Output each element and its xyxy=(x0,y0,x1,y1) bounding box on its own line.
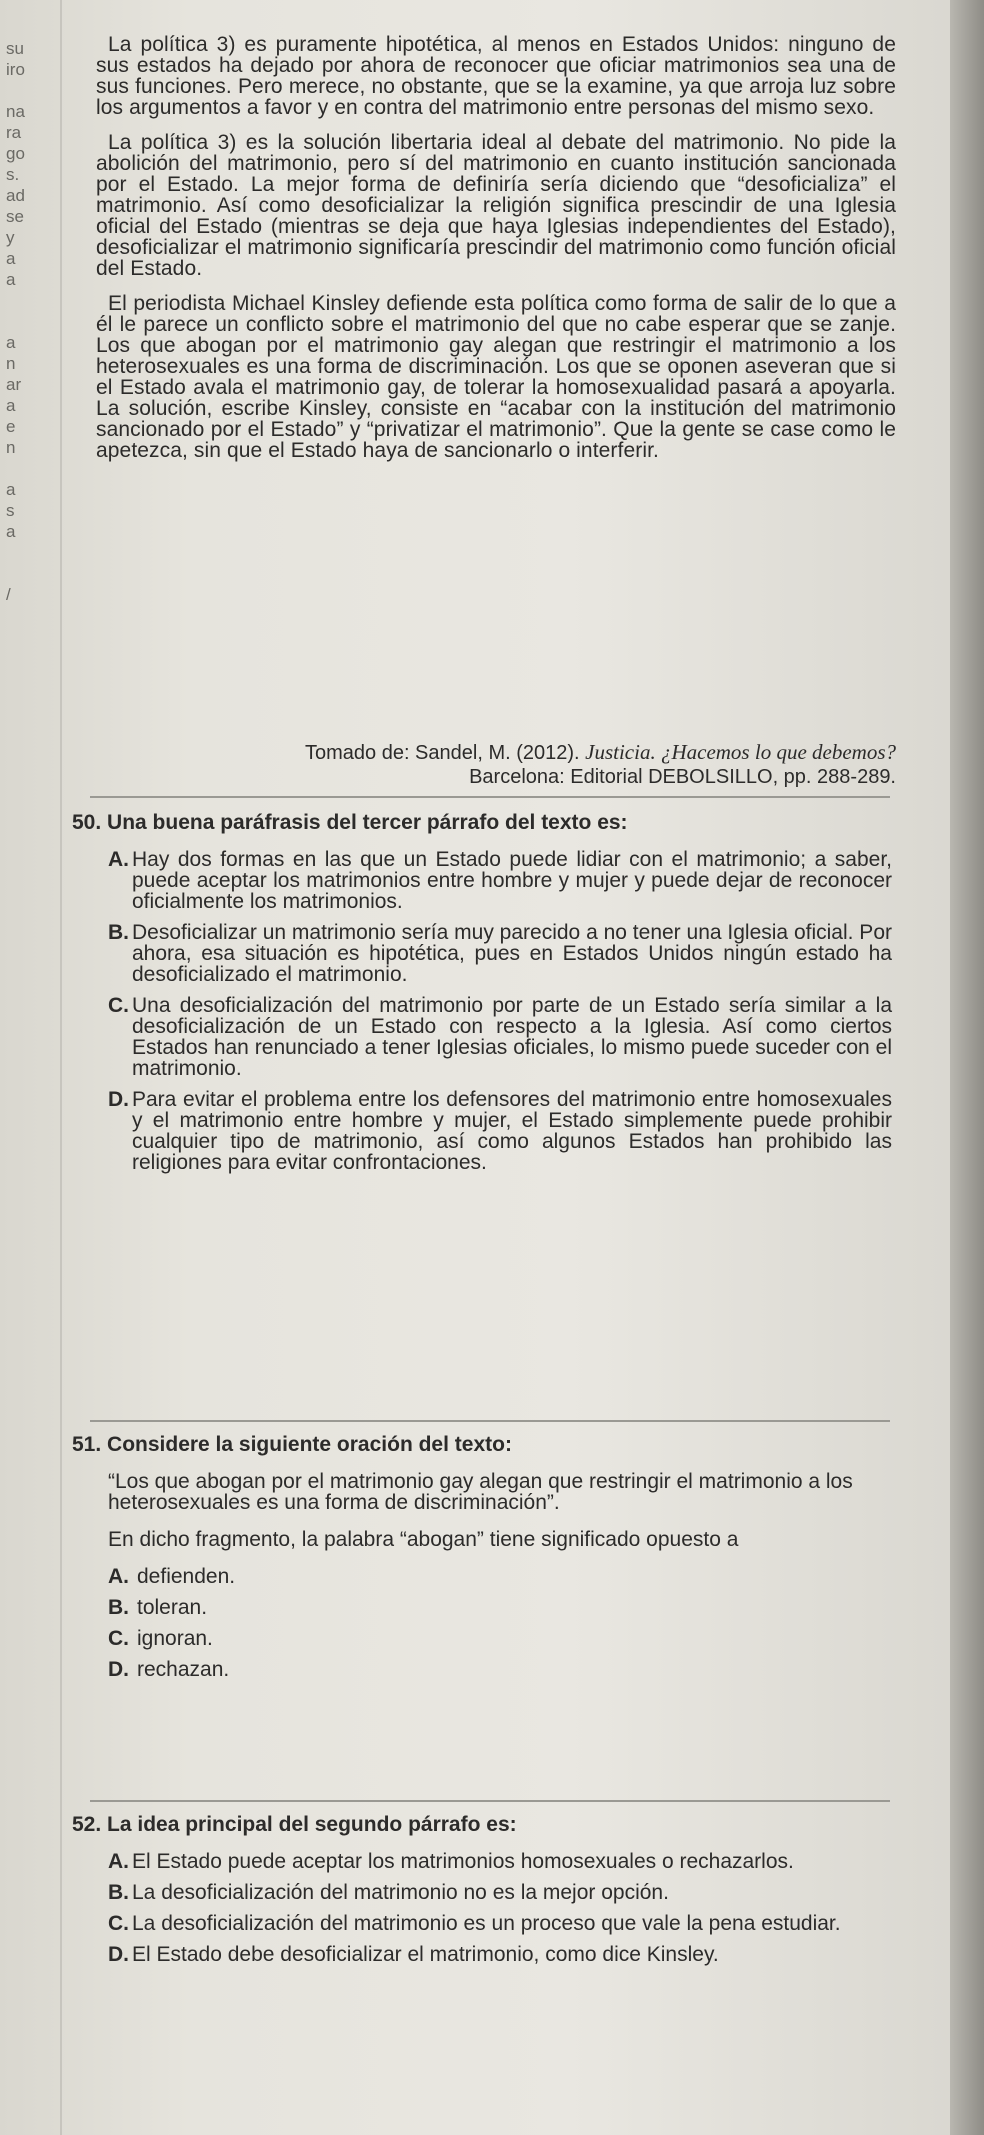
source-citation xyxy=(96,740,896,789)
passage-paragraph-2: La política 3) es la solución libertaria ideal al debate del matrimonio. No pide la abolición del matrimonio, pero sí del matrimonio en cuanto institución sancionada por el Estado. La mejor forma de definiría sería diciendo que “desoficializa” el matrimonio. Así como desoficializar la religión significa prescindir de una Iglesia oficial del Estado (mientras se deja que haya Iglesias independientes del Estado), desoficializar el matrimonio significaría prescindir del matrimonio como función oficial del Estado. xyxy=(96,131,896,280)
option-letter: D. xyxy=(108,1658,129,1681)
margin-fragment: ra xyxy=(6,123,22,142)
margin-fragment: a xyxy=(6,396,16,415)
gutter-line xyxy=(60,0,62,2135)
margin-fragment xyxy=(6,290,56,311)
margin-fragment: a xyxy=(6,522,16,541)
option-text: Hay dos formas en las que un Estado puede lidiar con el matrimonio; a saber, puede aceptar los matrimonios entre hombre y mujer y puede dejar de reconocer oficialmente los matrimonios. xyxy=(132,848,892,913)
option-text: La desoficialización del matrimonio es un proceso que vale la pena estudiar. xyxy=(132,1912,841,1935)
option-letter: C. xyxy=(108,1912,129,1935)
option-letter: B. xyxy=(108,1881,129,1904)
margin-fragment: s xyxy=(6,501,15,520)
option-text: El Estado debe desoficializar el matrimonio, como dice Kinsley. xyxy=(132,1943,719,1966)
option-text: ignoran. xyxy=(137,1627,213,1650)
question-51 xyxy=(72,1434,892,1690)
question-51-option-c[interactable] xyxy=(108,1628,892,1649)
margin-fragment: a xyxy=(6,249,16,268)
option-letter: C. xyxy=(108,1627,129,1650)
question-52-option-a[interactable] xyxy=(108,1851,892,1872)
question-52 xyxy=(72,1814,892,1975)
question-51-title: 51. Considere la siguiente oración del texto: xyxy=(72,1433,512,1456)
citation-prefix: Tomado de: Sandel, M. (2012). xyxy=(304,742,586,764)
margin-fragment: a xyxy=(6,270,16,289)
section-divider xyxy=(90,796,890,798)
citation-title: Justicia. ¿Hacemos lo que debemos? xyxy=(585,740,896,764)
question-52-option-c[interactable] xyxy=(108,1913,892,1934)
margin-fragment xyxy=(6,563,56,584)
section-divider xyxy=(90,1800,890,1802)
option-text: Una desoficialización del matrimonio por parte de un Estado sería similar a la desoficialización de un Estado con respecto a la Iglesia. Así como ciertos Estados han renunciado a tener Iglesias oficiales, lo mismo puede suceder con el matrimonio. xyxy=(132,994,892,1080)
margin-fragment: go xyxy=(6,144,25,163)
question-51-quote: “Los que abogan por el matrimonio gay alegan que restringir el matrimonio a los heterosexuales es una forma de discriminación”. xyxy=(108,1470,853,1514)
question-51-option-b[interactable] xyxy=(108,1597,892,1618)
question-50 xyxy=(72,812,892,1183)
margin-fragment: ad xyxy=(6,186,25,205)
option-letter: C. xyxy=(108,994,129,1017)
option-letter: D. xyxy=(108,1943,129,1966)
margin-fragment: n xyxy=(6,438,16,457)
question-50-option-b[interactable] xyxy=(108,922,892,985)
question-51-option-d[interactable] xyxy=(108,1659,892,1680)
question-51-option-a[interactable] xyxy=(108,1566,892,1587)
question-50-option-d[interactable] xyxy=(108,1089,892,1173)
citation-line-1 xyxy=(96,740,896,765)
option-text: El Estado puede aceptar los matrimonios homosexuales o rechazarlos. xyxy=(132,1850,794,1873)
option-letter: A. xyxy=(108,1565,129,1588)
margin-fragment: ar xyxy=(6,375,22,394)
question-52-option-d[interactable] xyxy=(108,1944,892,1965)
option-letter: B. xyxy=(108,1596,129,1619)
option-text: Para evitar el problema entre los defensores del matrimonio entre homosexuales y el matrimonio entre hombre y mujer, el Estado simplemente puede prohibir cualquier tipo de matrimonio, así como algunos Estados han prohibido las religiones para evitar confrontaciones. xyxy=(132,1088,892,1174)
margin-fragment xyxy=(6,80,56,101)
margin-fragment: a xyxy=(6,333,16,352)
option-text: Desoficializar un matrimonio sería muy parecido a no tener una Iglesia oficial. Por ahora, esa situación es hipotética, pues en Estados Unidos ningún estado ha desoficializado el matrimonio. xyxy=(132,921,892,986)
margin-fragment: / xyxy=(6,585,11,604)
section-divider xyxy=(90,1420,890,1422)
previous-page-margin-fragments xyxy=(6,38,56,626)
margin-fragment: a xyxy=(6,480,16,499)
option-text: La desoficialización del matrimonio no es la mejor opción. xyxy=(132,1881,669,1904)
margin-fragment: iro xyxy=(6,60,25,79)
question-50-option-a[interactable] xyxy=(108,849,892,912)
question-50-option-c[interactable] xyxy=(108,995,892,1079)
margin-fragment: n xyxy=(6,354,16,373)
question-50-title: 50. Una buena paráfrasis del tercer párrafo del texto es: xyxy=(72,811,628,834)
option-text: defienden. xyxy=(137,1565,236,1588)
question-51-stem: En dicho fragmento, la palabra “abogan” tiene significado opuesto a xyxy=(108,1528,739,1551)
margin-fragment: su xyxy=(6,39,24,58)
margin-fragment: na xyxy=(6,102,25,121)
option-letter: A. xyxy=(108,1850,129,1873)
citation-line-2: Barcelona: Editorial DEBOLSILLO, pp. 288-289. xyxy=(469,766,896,788)
margin-fragment: s. xyxy=(6,165,20,184)
option-text: toleran. xyxy=(137,1596,208,1619)
margin-fragment xyxy=(6,605,56,626)
margin-fragment xyxy=(6,458,56,479)
passage-paragraph-1: La política 3) es puramente hipotética, al menos en Estados Unidos: ninguno de sus estados ha dejado por ahora de reconocer que oficiar matrimonios sea una de sus funciones. Pero merece, no obstante, que se la examine, ya que arroja luz sobre los argumentos a favor y en contra del matrimonio entre personas del mismo sexo. xyxy=(96,33,896,119)
margin-fragment: e xyxy=(6,417,16,436)
option-letter: A. xyxy=(108,848,129,871)
reading-passage xyxy=(96,34,896,475)
option-letter: B. xyxy=(108,921,129,944)
margin-fragment xyxy=(6,542,56,563)
question-52-option-b[interactable] xyxy=(108,1882,892,1903)
option-text: rechazan. xyxy=(137,1658,230,1681)
option-letter: D. xyxy=(108,1088,129,1111)
passage-paragraph-3: El periodista Michael Kinsley defiende esta política como forma de salir de lo que a él le parece un conflicto sobre el matrimonio del que no cabe esperar que se zanje. Los que abogan por el matrimonio gay alegan que restringir el matrimonio a los heterosexuales es una forma de discriminación. Los que se oponen aseveran que si el Estado avala el matrimonio gay, de tolerar la homosexualidad pasará a apoyarla. La solución, escribe Kinsley, consiste en “acabar con la institución del matrimonio sancionado por el Estado” y “privatizar el matrimonio”. Que la gente se case como le apetezca, sin que el Estado haya de sancionarlo o interferir. xyxy=(96,292,896,462)
page-edge-shadow xyxy=(950,0,984,2135)
margin-fragment: y xyxy=(6,228,15,247)
question-52-title: 52. La idea principal del segundo párrafo es: xyxy=(72,1813,517,1836)
margin-fragment: se xyxy=(6,207,24,226)
margin-fragment xyxy=(6,311,56,332)
